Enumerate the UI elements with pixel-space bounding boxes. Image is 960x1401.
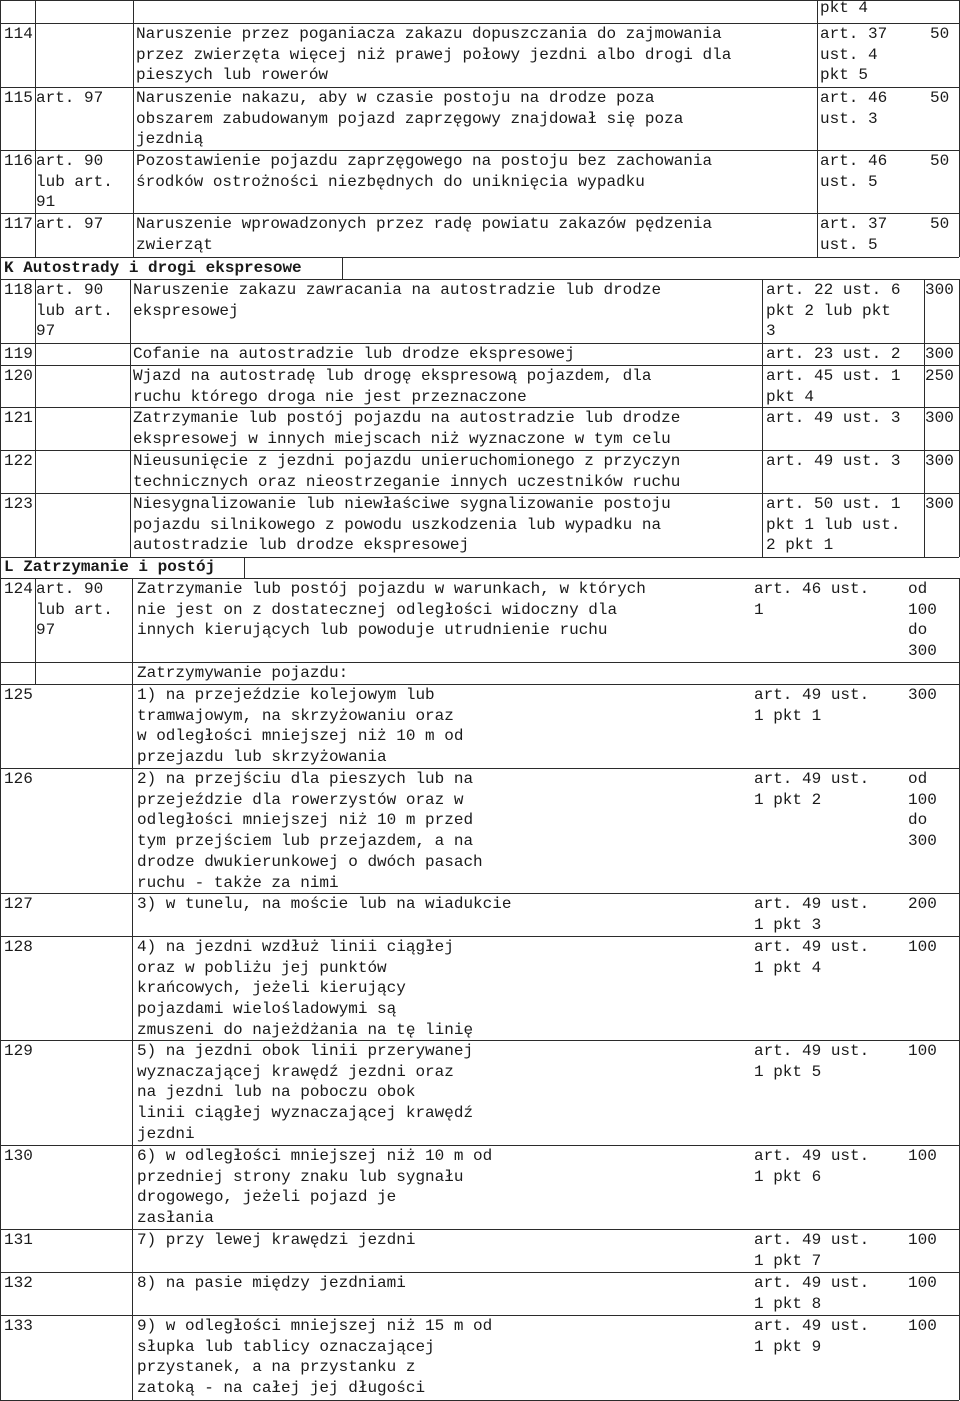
row-number: 115 xyxy=(4,89,33,107)
row-legal-reference: 1 pkt 9 xyxy=(754,1337,822,1356)
row-fine-amount: 300 xyxy=(925,409,954,427)
row-number: 120 xyxy=(4,367,33,385)
row-legal-reference: 2 pkt 1 xyxy=(766,536,834,555)
row-description: słupka lub tablicy oznaczającej xyxy=(137,1337,435,1356)
row-number: 114 xyxy=(4,25,33,43)
row-description: Wjazd na autostradę lub drogę ekspresową pojazdem, dla xyxy=(133,367,652,385)
row-description: Zatrzymanie lub postój pojazdu na autostradzie lub drodze xyxy=(133,409,681,427)
row-legal-reference: art. 49 ust. xyxy=(754,1147,870,1165)
row-fine-amount: 300 xyxy=(925,452,954,470)
row-fine-amount: od xyxy=(908,770,928,788)
table-rule-vertical xyxy=(0,0,1,257)
row-legal-reference: art. 49 ust. 3 xyxy=(766,452,901,470)
row-description: 7) przy lewej krawędzi jezdni xyxy=(137,1231,416,1249)
row-description: 4) na jezdni wzdłuż linii ciągłej xyxy=(137,938,454,956)
row-fine-amount: 300 xyxy=(925,281,954,299)
row-legal-reference: art. 37 xyxy=(820,25,888,43)
row-legal-reference: pkt 1 lub ust. xyxy=(766,515,901,534)
row-legal-reference: art. 46 xyxy=(820,152,888,170)
row-description: pojazdu silnikowego z powodu uszkodzenia lub wypadku na xyxy=(133,515,662,534)
row-fine-amount: 300 xyxy=(908,686,937,704)
row-description: krańcowych, jeżeli kierujący xyxy=(137,979,406,998)
row-fine-amount: 300 xyxy=(908,642,937,661)
row-number: 118 xyxy=(4,281,33,299)
row-description: Naruszenie wprowadzonych przez radę powiatu zakazów pędzenia xyxy=(136,215,713,233)
row-description: Cofanie na autostradzie lub drodze ekspresowej xyxy=(133,345,575,363)
table-rule-vertical xyxy=(0,279,1,557)
row-description: 5) na jezdni obok linii przerywanej xyxy=(137,1042,474,1060)
row-description: obszarem zabudowanym pojazd zaprzęgowy znajdował się poza xyxy=(136,109,684,128)
row-number: 116 xyxy=(4,152,33,170)
row-article: lub art. xyxy=(36,301,113,320)
row-number: 124 xyxy=(4,580,33,598)
row-fine-amount: 50 xyxy=(930,152,950,170)
row-description: jezdni xyxy=(137,1124,195,1143)
row-description: zatoką - na całej jej długości xyxy=(137,1379,426,1398)
row-fine-amount: do xyxy=(908,811,928,830)
row-legal-reference: pkt 4 xyxy=(766,387,815,406)
row-fine-amount: 250 xyxy=(925,367,954,385)
row-article: art. 90 xyxy=(36,580,104,598)
row-description: przez zwierzęta więcej niż prawej połowy jezdni albo drogi dla xyxy=(136,45,732,64)
row-description: linii ciągłej wyznaczającej krawędź xyxy=(137,1104,474,1123)
row-description: Niesygnalizowanie lub niewłaściwe sygnalizowanie postoju xyxy=(133,495,671,513)
row-description: ekspresowej w innych miejscach niż wyznaczone w tym celu xyxy=(133,429,671,448)
section-heading-k: K Autostrady i drogi ekspresowe xyxy=(4,259,302,277)
row-legal-reference: 1 pkt 2 xyxy=(754,790,822,809)
row-article: art. 97 xyxy=(36,89,104,107)
row-description: Pozostawienie pojazdu zaprzęgowego na postoju bez zachowania xyxy=(136,152,713,170)
row-article: lub art. xyxy=(36,172,113,191)
row-description: 1) na przejeździe kolejowym lub xyxy=(137,686,435,704)
row-description: tym przejściem lub przejazdem, a na xyxy=(137,832,474,851)
row-number: 132 xyxy=(4,1274,33,1292)
row-fine-amount: 100 xyxy=(908,1042,937,1060)
row-legal-reference: 1 pkt 1 xyxy=(754,706,822,725)
row-article: lub art. xyxy=(36,600,113,619)
row-description: 9) w odległości mniejszej niż 15 m od xyxy=(137,1317,493,1335)
row-legal-reference: art. 49 ust. xyxy=(754,1317,870,1335)
row-description: na jezdni lub na poboczu obok xyxy=(137,1083,416,1102)
row-fine-amount: 100 xyxy=(908,1231,937,1249)
row-legal-reference: art. 49 ust. xyxy=(754,1042,870,1060)
row-description: technicznych oraz nieostrzeganie innych uczestników ruchu xyxy=(133,472,681,491)
row-legal-reference: art. 22 ust. 6 xyxy=(766,281,901,299)
row-legal-reference: art. 49 ust. 3 xyxy=(766,409,901,427)
row-legal-reference: 1 pkt 5 xyxy=(754,1062,822,1081)
row-article: art. 90 xyxy=(36,281,104,299)
row-description: autostradzie lub drodze ekspresowej xyxy=(133,536,470,555)
table-rule-vertical xyxy=(130,279,131,557)
row-number: 122 xyxy=(4,452,33,470)
carry-over-ref: pkt 4 xyxy=(820,0,869,17)
row-number: 133 xyxy=(4,1317,33,1335)
row-description: wyznaczającej krawędź jezdni oraz xyxy=(137,1062,454,1081)
row-description: drodze dwukierunkowej o dwóch pasach xyxy=(137,852,483,871)
table-rule-vertical xyxy=(244,557,245,578)
row-description: ekspresowej xyxy=(133,301,239,320)
table-rule-vertical xyxy=(0,257,1,279)
table-rule-vertical xyxy=(132,578,133,1400)
row-number: 127 xyxy=(4,895,33,913)
row-description: Zatrzymanie lub postój pojazdu w warunkach, w których xyxy=(137,580,646,598)
row-number: 119 xyxy=(4,345,33,363)
row-legal-reference: 1 xyxy=(754,600,764,619)
row-fine-amount: 300 xyxy=(925,345,954,363)
row-description: 6) w odległości mniejszej niż 10 m od xyxy=(137,1147,493,1165)
row-description: przejeździe dla rowerzystów oraz w xyxy=(137,790,464,809)
row-description: Nieusunięcie z jezdni pojazdu unieruchomionego z przyczyn xyxy=(133,452,681,470)
row-legal-reference: 1 pkt 3 xyxy=(754,915,822,934)
row-description: Naruszenie przez poganiacza zakazu dopuszczania do zajmowania xyxy=(136,25,722,43)
row-description: Naruszenie nakazu, aby w czasie postoju na drodze poza xyxy=(136,89,655,107)
row-legal-reference: 1 pkt 4 xyxy=(754,958,822,977)
row-article: 97 xyxy=(36,322,56,341)
table-rule-vertical xyxy=(817,0,818,257)
row-description: 8) na pasie między jezdniami xyxy=(137,1274,406,1292)
row-legal-reference: pkt 2 lub pkt xyxy=(766,301,891,320)
row-number: 125 xyxy=(4,686,33,704)
row-legal-reference: ust. 4 xyxy=(820,45,878,64)
row-legal-reference: 3 xyxy=(766,322,776,341)
row-fine-amount: 200 xyxy=(908,895,937,913)
row-legal-reference: ust. 5 xyxy=(820,235,878,254)
row-fine-amount: 50 xyxy=(930,215,950,233)
table-rule-vertical xyxy=(0,557,1,578)
row-legal-reference: art. 49 ust. xyxy=(754,1274,870,1292)
row-description: jezdnią xyxy=(136,130,204,149)
row-legal-reference: art. 46 ust. xyxy=(754,580,870,598)
row-legal-reference: art. 23 ust. 2 xyxy=(766,345,901,363)
row-fine-amount: 100 xyxy=(908,600,937,619)
row-description: odległości mniejszej niż 10 m przed xyxy=(137,811,474,830)
row-fine-amount: 50 xyxy=(930,89,950,107)
row-legal-reference: art. 49 ust. xyxy=(754,1231,870,1249)
row-description: ruchu - także za nimi xyxy=(137,873,339,892)
row-number: 131 xyxy=(4,1231,33,1249)
row-description: zasłania xyxy=(137,1209,214,1228)
row-legal-reference: art. 45 ust. 1 xyxy=(766,367,901,385)
row-description: pieszych lub rowerów xyxy=(136,66,329,85)
row-number: 128 xyxy=(4,938,33,956)
row-fine-amount: 100 xyxy=(908,1274,937,1292)
row-description: Naruszenie zakazu zawracania na autostradzie lub drodze xyxy=(133,281,662,299)
row-number: 126 xyxy=(4,770,33,788)
row-legal-reference: ust. 5 xyxy=(820,172,878,191)
row-number: 123 xyxy=(4,495,33,513)
row-article: 97 xyxy=(36,621,56,640)
table-rule-vertical xyxy=(0,578,1,1400)
row-legal-reference: 1 pkt 6 xyxy=(754,1167,822,1186)
row-description: w odległości mniejszej niż 10 m od xyxy=(137,727,464,746)
row-fine-amount: 100 xyxy=(908,1317,937,1335)
row-article: art. 97 xyxy=(36,215,104,233)
row-number: 129 xyxy=(4,1042,33,1060)
row-article: art. 90 xyxy=(36,152,104,170)
row-description: środków ostrożności niezbędnych do uniknięcia wypadku xyxy=(136,172,645,191)
row-legal-reference: art. 49 ust. xyxy=(754,686,870,704)
row-fine-amount: 50 xyxy=(930,25,950,43)
row-description: zmuszeni do najeżdżania na tę linię xyxy=(137,1020,474,1039)
row-legal-reference: art. 46 xyxy=(820,89,888,107)
table-rule-horizontal xyxy=(0,0,959,1)
row-description: innych kierujących lub powoduje utrudnienie ruchu xyxy=(137,621,608,640)
row-fine-amount: 300 xyxy=(925,495,954,513)
row-description: 3) w tunelu, na moście lub na wiadukcie xyxy=(137,895,512,913)
row-fine-amount: do xyxy=(908,621,928,640)
table-rule-vertical xyxy=(133,0,134,257)
table-rule-vertical xyxy=(762,279,763,557)
table-rule-vertical xyxy=(342,257,343,279)
row-description: 2) na przejściu dla pieszych lub na xyxy=(137,770,474,788)
row-fine-amount: 100 xyxy=(908,1147,937,1165)
row-fine-amount: 100 xyxy=(908,938,937,956)
row-number: 121 xyxy=(4,409,33,427)
row-fine-amount: od xyxy=(908,580,928,598)
row-description: ruchu którego droga nie jest przeznaczone xyxy=(133,387,527,406)
row-number: 117 xyxy=(4,215,33,233)
row-number: 130 xyxy=(4,1147,33,1165)
row-legal-reference: art. 50 ust. 1 xyxy=(766,495,901,513)
section-heading-l: L Zatrzymanie i postój xyxy=(4,558,216,576)
row-description: zwierząt xyxy=(136,235,213,254)
row-description: nie jest on z dostatecznej odległości widoczny dla xyxy=(137,600,618,619)
row-description: tramwajowym, na skrzyżowaniu oraz xyxy=(137,706,454,725)
row-description: przejazdu lub skrzyżowania xyxy=(137,748,387,767)
row-description: przystanek, a na przystanku z xyxy=(137,1358,416,1377)
row-description: przedniej strony znaku lub sygnału xyxy=(137,1167,464,1186)
group-subheading: Zatrzymywanie pojazdu: xyxy=(137,664,349,682)
row-legal-reference: art. 37 xyxy=(820,215,888,233)
row-legal-reference: pkt 5 xyxy=(820,66,869,85)
row-legal-reference: 1 pkt 8 xyxy=(754,1294,822,1313)
row-legal-reference: art. 49 ust. xyxy=(754,895,870,913)
row-legal-reference: 1 pkt 7 xyxy=(754,1251,822,1270)
row-legal-reference: art. 49 ust. xyxy=(754,938,870,956)
row-fine-amount: 300 xyxy=(908,832,937,851)
row-description: oraz w pobliżu jej punktów xyxy=(137,958,387,977)
row-fine-amount: 100 xyxy=(908,790,937,809)
row-article: 91 xyxy=(36,193,56,212)
row-description: pojazdami wielośladowymi są xyxy=(137,1000,397,1019)
row-legal-reference: ust. 3 xyxy=(820,109,878,128)
row-description: drogowego, jeżeli pojazd je xyxy=(137,1188,397,1207)
row-legal-reference: art. 49 ust. xyxy=(754,770,870,788)
